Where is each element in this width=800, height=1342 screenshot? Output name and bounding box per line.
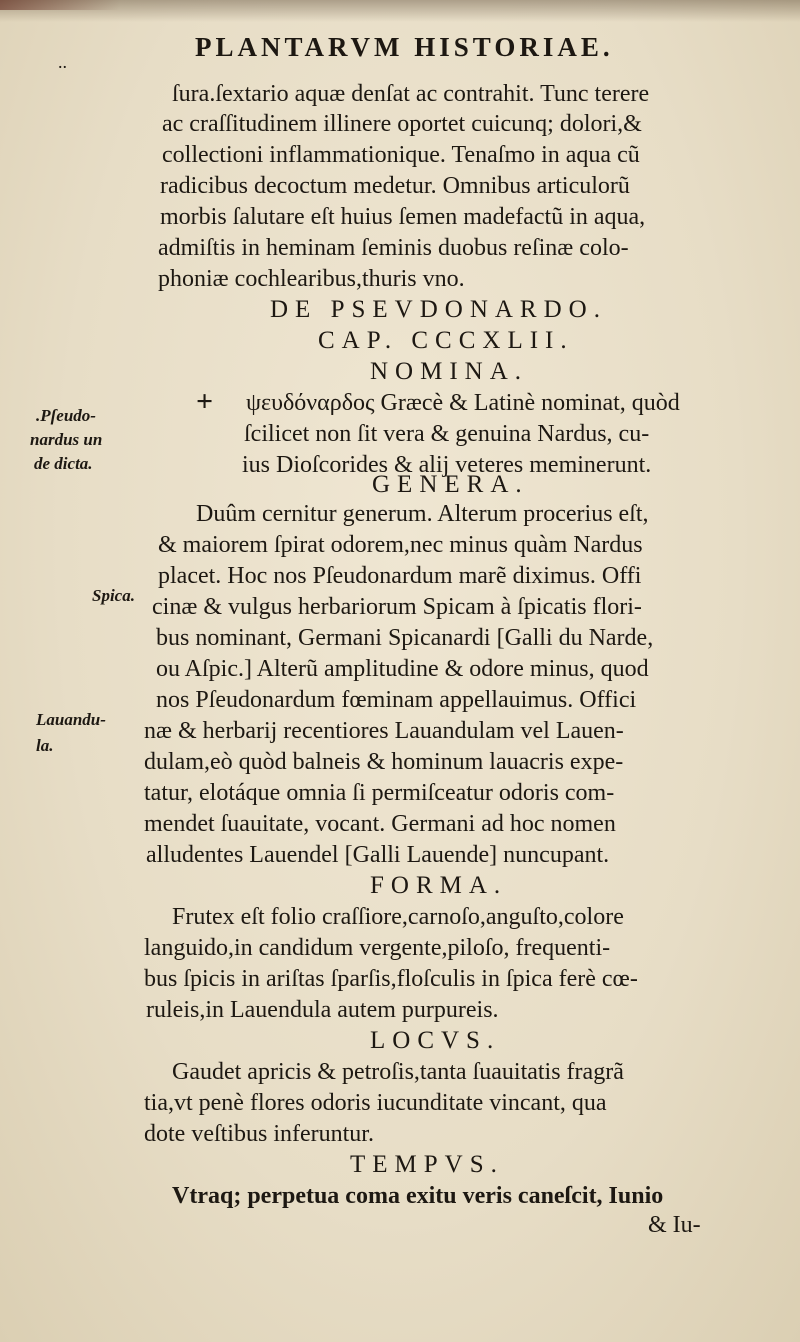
marginal-note-pseudonardus-1: .Pſeudo- [36,406,96,425]
text-line: ou Aſpic.] Alterũ amplitudine & odore minus, quod [156,656,649,682]
text-line: ruleis,in Lauendula autem purpureis. [146,997,499,1023]
section-heading-tempus: TEMPVS. [350,1151,504,1178]
text-line: nos Pſeudonardum fœminam appellauimus. Offici [156,687,637,713]
text-line: phoniæ cochlearibus,thuris vno. [158,266,465,292]
text-line: morbis ſalutare eſt huius ſemen madefactũ in aqua, [160,204,646,230]
text-line: alludentes Lauendel [Galli Lauende] nuncupant. [146,842,610,868]
text-line: dulam,eò quòd balneis & hominum lauacris expe- [144,749,624,775]
text-line: ius Dioſcorides & alij veteres meminerunt. [242,452,652,478]
margin-dots: .. [58,52,67,72]
marginal-note-pseudonardus-2: nardus un [30,430,103,449]
section-heading-forma: FORMA. [370,872,508,899]
page-edge-shadow [0,0,800,22]
text-line: collectioni inflammationique. Tenaſmo in aqua cũ [162,142,640,168]
marginal-note-pseudonardus-3: de dicta. [34,454,93,473]
text-line: placet. Hoc nos Pſeudonardum marẽ diximus. Offi [158,563,642,589]
text-line: Vtraq; perpetua coma exitu veris caneſcit, Iunio [172,1183,664,1209]
text-line: radicibus decoctum medetur. Omnibus articulorũ [160,173,630,199]
text-line: languido,in candidum vergente,piloſo, frequenti- [144,935,611,961]
marginal-note-lauandula-1: Lauandu- [36,710,106,729]
page-edge-stain [0,0,120,10]
text-line: bus nominant, Germani Spicanardi [Galli du Narde, [156,625,654,651]
text-line: ſura.ſextario aquæ denſat ac contrahit. Tunc terere [172,81,650,107]
text-line: Frutex eſt folio craſſiore,carnoſo,anguſto,colore [172,904,624,930]
chapter-heading: DE PSEVDONARDO. [270,296,607,323]
text-line: cinæ & vulgus herbariorum Spicam à ſpicatis flori- [152,594,642,620]
text-line: bus ſpicis in ariſtas ſparſis,floſculis in ſpica ferè cœ- [144,966,638,992]
section-heading-genera: GENERA. [372,471,529,498]
catchword: & Iu- [648,1212,701,1238]
chapter-number: CAP. CCCXLII. [318,327,574,354]
section-heading-locus: LOCVS. [370,1027,501,1054]
marginal-cross-mark: + [196,385,214,418]
section-heading-nomina: NOMINA. [370,358,529,385]
text-line: mendet ſuauitate, vocant. Germani ad hoc nomen [144,811,616,837]
text-line: tatur, elotáque omnia ſi permiſceatur odoris com- [144,780,615,806]
text-line: Duûm cernitur generum. Alterum procerius eſt, [196,501,649,527]
text-line: tia,vt penè flores odoris iucunditate vincant, qua [144,1090,607,1116]
text-line: næ & herbarij recentiores Lauandulam vel Lauen- [144,718,624,744]
text-line: ψευδόναρδος Græcè & Latinè nominat, quòd [246,390,680,416]
text-line: Gaudet apricis & petroſis,tanta ſuauitatis fragrã [172,1059,624,1085]
text-line: admiſtis in heminam ſeminis duobus reſinæ colo- [158,235,629,261]
running-head: PLANTARVM HISTORIAE. [195,32,614,62]
text-line: ſcilicet non ſit vera & genuina Nardus, cu- [244,421,650,447]
text-line: ac craſſitudinem illinere oportet cuicunq; dolori,& [162,111,642,137]
text-line: & maiorem ſpirat odorem,nec minus quàm Nardus [158,532,643,558]
marginal-note-lauandula-2: la. [36,736,54,755]
text-line: dote veſtibus inferuntur. [144,1121,374,1147]
marginal-note-spica: Spica. [92,586,135,605]
